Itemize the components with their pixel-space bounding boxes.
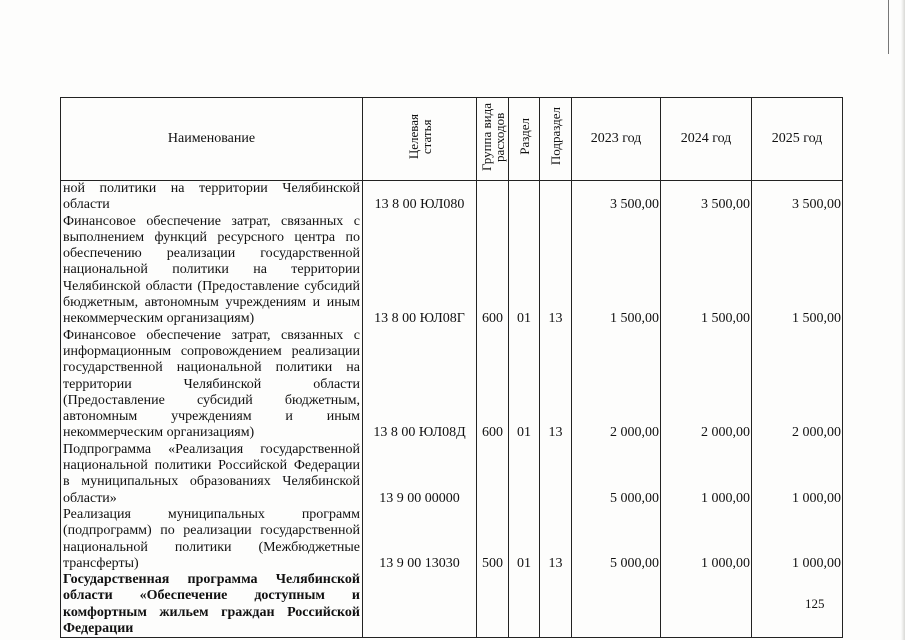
budget-table — [60, 97, 843, 638]
row-target-code: 13 8 00 ЮЛ08Г — [363, 214, 477, 328]
row-name: Подпрограмма «Реализация государственной национальной политики Российской Федерации в муниципальных образованиях Челябинской области» — [61, 442, 363, 507]
row-subsection: 13 — [540, 214, 572, 328]
scan-mark — [888, 0, 889, 54]
row-amount-2024: 1 500,00 — [661, 214, 752, 328]
row-amount-2023: 3 500,00 — [572, 181, 661, 214]
row-target-code: 13 8 00 ЮЛ080 — [363, 181, 477, 214]
table-header-row — [61, 98, 843, 181]
row-amount-2023: 1 500,00 — [572, 214, 661, 328]
row-amount-2024: 1 000,00 — [661, 507, 752, 572]
row-name: Государственная программа Челябинской области «Обеспечение доступным и комфортным жильем граждан Российской Федерации — [61, 572, 363, 638]
header-target-code — [363, 98, 477, 181]
row-subsection — [540, 442, 572, 507]
header-name: Наименование — [61, 98, 363, 181]
table-row — [61, 214, 843, 328]
row-subsection — [540, 181, 572, 214]
row-amount-2024 — [661, 572, 752, 638]
row-amount-2023: 5 000,00 — [572, 507, 661, 572]
page-edge-shadow — [901, 0, 905, 640]
row-section: 01 — [509, 214, 540, 328]
row-amount-2024: 3 500,00 — [661, 181, 752, 214]
row-expense-group — [477, 572, 509, 638]
row-amount-2025: 1 000,00 — [752, 507, 843, 572]
table-row — [61, 181, 843, 214]
table-row — [61, 328, 843, 442]
row-section: 01 — [509, 328, 540, 442]
page-number: 125 — [805, 596, 825, 611]
row-expense-group — [477, 181, 509, 214]
table-row — [61, 507, 843, 572]
table-row — [61, 572, 843, 638]
row-subsection: 13 — [540, 328, 572, 442]
table-body — [61, 181, 843, 638]
row-amount-2025: 3 500,00 — [752, 181, 843, 214]
row-target-code: 13 8 00 ЮЛ08Д — [363, 328, 477, 442]
header-expense-group — [477, 98, 509, 181]
row-expense-group: 600 — [477, 328, 509, 442]
row-amount-2023: 2 000,00 — [572, 328, 661, 442]
row-name: ной политики на территории Челябинской области — [61, 181, 363, 214]
row-target-code — [363, 572, 477, 638]
row-expense-group: 500 — [477, 507, 509, 572]
row-amount-2025: 1 500,00 — [752, 214, 843, 328]
row-amount-2025: 2 000,00 — [752, 328, 843, 442]
table-row — [61, 442, 843, 507]
row-amount-2025: 1 000,00 — [752, 442, 843, 507]
header-expense-group-label: Группа вида расходов — [478, 102, 507, 171]
header-year-2024: 2024 год — [661, 98, 752, 181]
row-target-code: 13 9 00 00000 — [363, 442, 477, 507]
row-amount-2023: 5 000,00 — [572, 442, 661, 507]
row-name: Финансовое обеспечение затрат, связанных с выполнением функций ресурсного центра по обеспечению реализации государственной национальной политики на территории Челябинской области (Предоставление субсидий бюджетным, автономным учреждениям и иным некоммерческим организациям) — [61, 214, 363, 328]
row-subsection — [540, 572, 572, 638]
header-section-label: Раздел — [516, 118, 532, 155]
row-amount-2025 — [752, 572, 843, 638]
header-subsection-label: Подраздел — [548, 107, 563, 166]
row-expense-group — [477, 442, 509, 507]
row-amount-2024: 2 000,00 — [661, 328, 752, 442]
header-subsection — [540, 98, 572, 181]
header-year-2023: 2023 год — [572, 98, 661, 181]
row-target-code: 13 9 00 13030 — [363, 507, 477, 572]
row-section — [509, 181, 540, 214]
header-section — [509, 98, 540, 181]
row-section — [509, 442, 540, 507]
row-section: 01 — [509, 507, 540, 572]
header-year-2025: 2025 год — [752, 98, 843, 181]
header-target-code-label: Целевая статья — [405, 113, 434, 160]
row-section — [509, 572, 540, 638]
row-expense-group: 600 — [477, 214, 509, 328]
row-name: Финансовое обеспечение затрат, связанных с информационным сопровождением реализации государственной национальной политики на территории Челябинской области (Предоставление субсидий бюджетным, автономным учреждениям и иным некоммерческим организациям) — [61, 328, 363, 442]
row-amount-2024: 1 000,00 — [661, 442, 752, 507]
row-amount-2023 — [572, 572, 661, 638]
row-name: Реализация муниципальных программ (подпрограмм) по реализации государственной национальной политики (Межбюджетные трансферты) — [61, 507, 363, 572]
row-subsection: 13 — [540, 507, 572, 572]
